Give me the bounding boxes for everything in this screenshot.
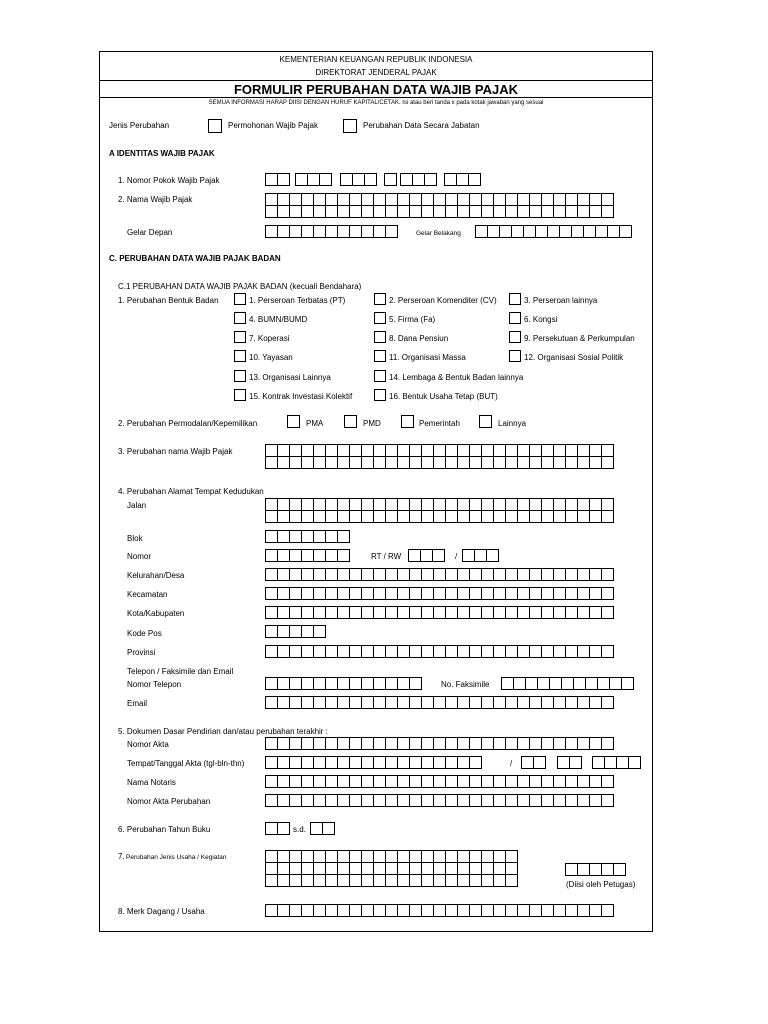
bentuk-option-1: 1. Perseroan Terbatas (PT) (249, 296, 346, 305)
nama-notaris-boxes[interactable] (265, 775, 613, 787)
section-a-title: A IDENTITAS WAJIB PAJAK (109, 149, 215, 158)
bentuk-option-16: 16. Bentuk Usaha Tetap (BUT) (389, 392, 498, 401)
pma-checkbox[interactable] (287, 415, 300, 428)
nomor-akta-label: Nomor Akta (127, 740, 169, 749)
tanggal-akta-boxes[interactable] (521, 756, 545, 768)
nomor-akta-perubahan-label: Nomor Akta Perubahan (127, 797, 211, 806)
char-box[interactable] (601, 456, 614, 469)
bentuk-checkbox-5[interactable] (374, 312, 386, 324)
char-box[interactable] (364, 173, 377, 186)
kelurahan-label: Kelurahan/Desa (127, 571, 185, 580)
rtrw-separator: / (455, 552, 458, 561)
perubahan-nama-label: 3. Perubahan nama Wajib Pajak (118, 447, 233, 456)
pmd-label: PMD (363, 419, 381, 428)
ministry-name: KEMENTERIAN KEUANGAN REPUBLIK INDONESIA (279, 55, 473, 64)
tanggal-separator: / (510, 759, 513, 768)
permohonan-checkbox[interactable] (208, 119, 222, 133)
npwp-group-3[interactable] (340, 173, 376, 185)
bentuk-checkbox-15[interactable] (234, 389, 246, 401)
char-box[interactable] (469, 756, 482, 769)
blok-label: Blok (127, 534, 143, 543)
char-box[interactable] (468, 173, 481, 186)
char-box[interactable] (533, 756, 546, 769)
kelurahan-boxes[interactable] (265, 568, 613, 580)
kode-petugas-boxes[interactable] (565, 863, 625, 875)
section-c1-title: C.1 PERUBAHAN DATA WAJIB PAJAK BADAN (kecuali Bendahara) (118, 282, 362, 291)
char-box[interactable] (601, 568, 614, 581)
pmd-checkbox[interactable] (344, 415, 357, 428)
jenis-usaha-number: 7. (118, 852, 125, 861)
email-boxes[interactable] (265, 696, 613, 708)
bentuk-option-10: 10. Yayasan (249, 353, 293, 362)
char-box[interactable] (337, 549, 350, 562)
kecamatan-boxes[interactable] (265, 587, 613, 599)
lainnya-label: Lainnya (498, 419, 527, 428)
char-box[interactable] (322, 822, 335, 835)
char-box[interactable] (409, 677, 422, 690)
tahun-buku-end-boxes[interactable] (310, 822, 334, 834)
bentuk-checkbox-10[interactable] (234, 350, 246, 362)
gelar-belakang-boxes[interactable] (475, 225, 631, 237)
tahun-buku-label: 6. Perubahan Tahun Buku (118, 825, 211, 834)
permodalan-label: 2. Perubahan Permodalan/Kepemilikan (118, 419, 258, 428)
npwp-group-5[interactable] (400, 173, 436, 185)
char-box[interactable] (613, 863, 626, 876)
dokumen-label: 5. Dokumen Dasar Pendirian dan/atau perubahan terakhir : (118, 727, 328, 736)
char-box[interactable] (619, 225, 632, 238)
bentuk-option-12: 12. Organisasi Sosial Politik (524, 353, 624, 362)
jenis-usaha-label: Perubahan Jenis Usaha / Kegiatan (126, 854, 227, 861)
char-box[interactable] (424, 173, 437, 186)
char-box[interactable] (319, 173, 332, 186)
telepon-header: Telepon / Faksimile dan Email (127, 667, 234, 676)
npwp-group-1[interactable] (265, 173, 289, 185)
fill-instruction: SEMUA INFORMASI HARAP DIISI DENGAN HURUF KAPITAL/CETAK. Isi atau beri tanda x pada kotak jawaban yang sesuai (208, 100, 544, 106)
npwp-group-4[interactable] (384, 173, 396, 185)
npwp-group-2[interactable] (295, 173, 331, 185)
gelar-belakang-label: Gelar Belakang (416, 230, 461, 237)
char-box[interactable] (601, 794, 614, 807)
kodepos-label: Kode Pos (127, 629, 162, 638)
tempat-akta-boxes[interactable] (265, 756, 481, 768)
provinsi-boxes[interactable] (265, 645, 613, 657)
bentuk-option-14: 14. Lembaga & Bentuk Badan lainnya (389, 373, 524, 382)
nomor-boxes[interactable] (265, 549, 349, 561)
faksimile-label: No. Faksimile (441, 680, 490, 689)
bentuk-option-9: 9. Persekutuan & Perkumpulan (524, 334, 635, 343)
char-box[interactable] (601, 606, 614, 619)
char-box[interactable] (313, 625, 326, 638)
bentuk-option-15: 15. Kontrak Investasi Kolektif (249, 392, 353, 401)
char-box[interactable] (277, 822, 290, 835)
merk-dagang-boxes[interactable] (265, 904, 613, 916)
gelar-depan-boxes[interactable] (265, 225, 397, 237)
nama-wp-boxes[interactable] (265, 193, 613, 217)
char-box[interactable] (601, 904, 614, 917)
secara-jabatan-checkbox[interactable] (343, 119, 357, 133)
directorate-name: DIREKTORAT JENDERAL PAJAK (315, 68, 437, 77)
rtrw-label: RT / RW (371, 552, 402, 561)
rw-boxes[interactable] (462, 549, 498, 561)
char-box[interactable] (628, 756, 641, 769)
bentuk-checkbox-3[interactable] (509, 293, 521, 305)
char-box[interactable] (277, 173, 290, 186)
bentuk-checkbox-13[interactable] (234, 370, 246, 382)
bentuk-option-2: 2. Perseroan Komenditer (CV) (389, 296, 497, 305)
nomor-akta-boxes[interactable] (265, 737, 613, 749)
pemerintah-label: Pemerintah (419, 419, 460, 428)
provinsi-label: Provinsi (127, 648, 156, 657)
char-box[interactable] (601, 205, 614, 218)
nama-notaris-label: Nama Notaris (127, 778, 176, 787)
kecamatan-label: Kecamatan (127, 590, 168, 599)
bentuk-option-13: 13. Organisasi Lainnya (249, 373, 331, 382)
header-divider (99, 80, 653, 81)
bulan-akta-boxes[interactable] (557, 756, 581, 768)
faksimile-boxes[interactable] (501, 677, 633, 689)
permohonan-label: Permohonan Wajib Pajak (228, 121, 318, 130)
bentuk-option-7: 7. Koperasi (249, 334, 290, 343)
rt-boxes[interactable] (408, 549, 444, 561)
kodepos-boxes[interactable] (265, 625, 325, 637)
bentuk-checkbox-8[interactable] (374, 331, 386, 343)
bentuk-option-5: 5. Firma (Fa) (389, 315, 436, 324)
form-title: FORMULIR PERUBAHAN DATA WAJIB PAJAK (233, 82, 519, 97)
bentuk-checkbox-2[interactable] (374, 293, 386, 305)
char-box[interactable] (601, 737, 614, 750)
bentuk-option-3: 3. Perseroan lainnya (524, 296, 598, 305)
bentuk-checkbox-11[interactable] (374, 350, 386, 362)
char-box[interactable] (601, 587, 614, 600)
char-box[interactable] (432, 549, 445, 562)
bentuk-checkbox-4[interactable] (234, 312, 246, 324)
char-box[interactable] (569, 756, 582, 769)
char-box[interactable] (601, 645, 614, 658)
kota-label: Kota/Kabupaten (127, 609, 185, 618)
alamat-label: 4. Perubahan Alamat Tempat Kedudukan (118, 487, 264, 496)
telepon-boxes[interactable] (265, 677, 421, 689)
pemerintah-checkbox[interactable] (401, 415, 414, 428)
bentuk-checkbox-6[interactable] (509, 312, 521, 324)
jenis-perubahan-label: Jenis Perubahan (109, 121, 170, 130)
char-box[interactable] (621, 677, 634, 690)
blok-boxes[interactable] (265, 530, 349, 542)
char-box[interactable] (601, 775, 614, 788)
title-divider (99, 97, 653, 98)
sd-label: s.d. (293, 825, 306, 834)
jalan-label: Jalan (127, 501, 147, 510)
nama-wp-label: 2. Nama Wajib Pajak (118, 195, 193, 204)
section-c-title: C. PERUBAHAN DATA WAJIB PAJAK BADAN (109, 254, 281, 263)
bentuk-option-6: 6. Kongsi (524, 315, 558, 324)
char-box[interactable] (486, 549, 499, 562)
diisi-petugas-note: (Diisi oleh Petugas) (566, 880, 636, 889)
lainnya-checkbox[interactable] (479, 415, 492, 428)
bentuk-badan-label: 1. Perubahan Bentuk Badan (118, 296, 219, 305)
npwp-group-6[interactable] (444, 173, 480, 185)
bentuk-checkbox-7[interactable] (234, 331, 246, 343)
merk-dagang-label: 8. Merk Dagang / Usaha (118, 907, 205, 916)
char-box[interactable] (601, 696, 614, 709)
tahun-buku-start-boxes[interactable] (265, 822, 289, 834)
nomor-telepon-label: Nomor Telepon (127, 680, 182, 689)
bentuk-checkbox-12[interactable] (509, 350, 521, 362)
nomor-label: Nomor (127, 552, 152, 561)
bentuk-option-11: 11. Organisasi Massa (389, 353, 466, 362)
tahun-akta-boxes[interactable] (592, 756, 640, 768)
bentuk-checkbox-16[interactable] (374, 389, 386, 401)
jenis-usaha-boxes[interactable] (265, 850, 517, 886)
tempat-tanggal-label: Tempat/Tanggal Akta (tgl-bln-thn) (127, 759, 245, 768)
bentuk-checkbox-1[interactable] (234, 293, 246, 305)
char-box[interactable] (337, 530, 350, 543)
char-box[interactable] (601, 510, 614, 523)
perubahan-nama-boxes[interactable] (265, 444, 613, 468)
pma-label: PMA (306, 419, 324, 428)
char-box[interactable] (505, 874, 518, 887)
char-box[interactable] (384, 173, 397, 186)
npwp-label: 1. Nomor Pokok Wajib Pajak (118, 176, 220, 185)
bentuk-checkbox-9[interactable] (509, 331, 521, 343)
bentuk-option-8: 8. Dana Pensiun (389, 334, 449, 343)
bentuk-checkbox-14[interactable] (374, 370, 386, 382)
jalan-boxes[interactable] (265, 498, 613, 522)
char-box[interactable] (385, 225, 398, 238)
gelar-depan-label: Gelar Depan (127, 228, 173, 237)
kota-boxes[interactable] (265, 606, 613, 618)
secara-jabatan-label: Perubahan Data Secara Jabatan (363, 121, 480, 130)
bentuk-option-4: 4. BUMN/BUMD (249, 315, 308, 324)
email-label: Email (127, 699, 148, 708)
nomor-akta-perubahan-boxes[interactable] (265, 794, 613, 806)
